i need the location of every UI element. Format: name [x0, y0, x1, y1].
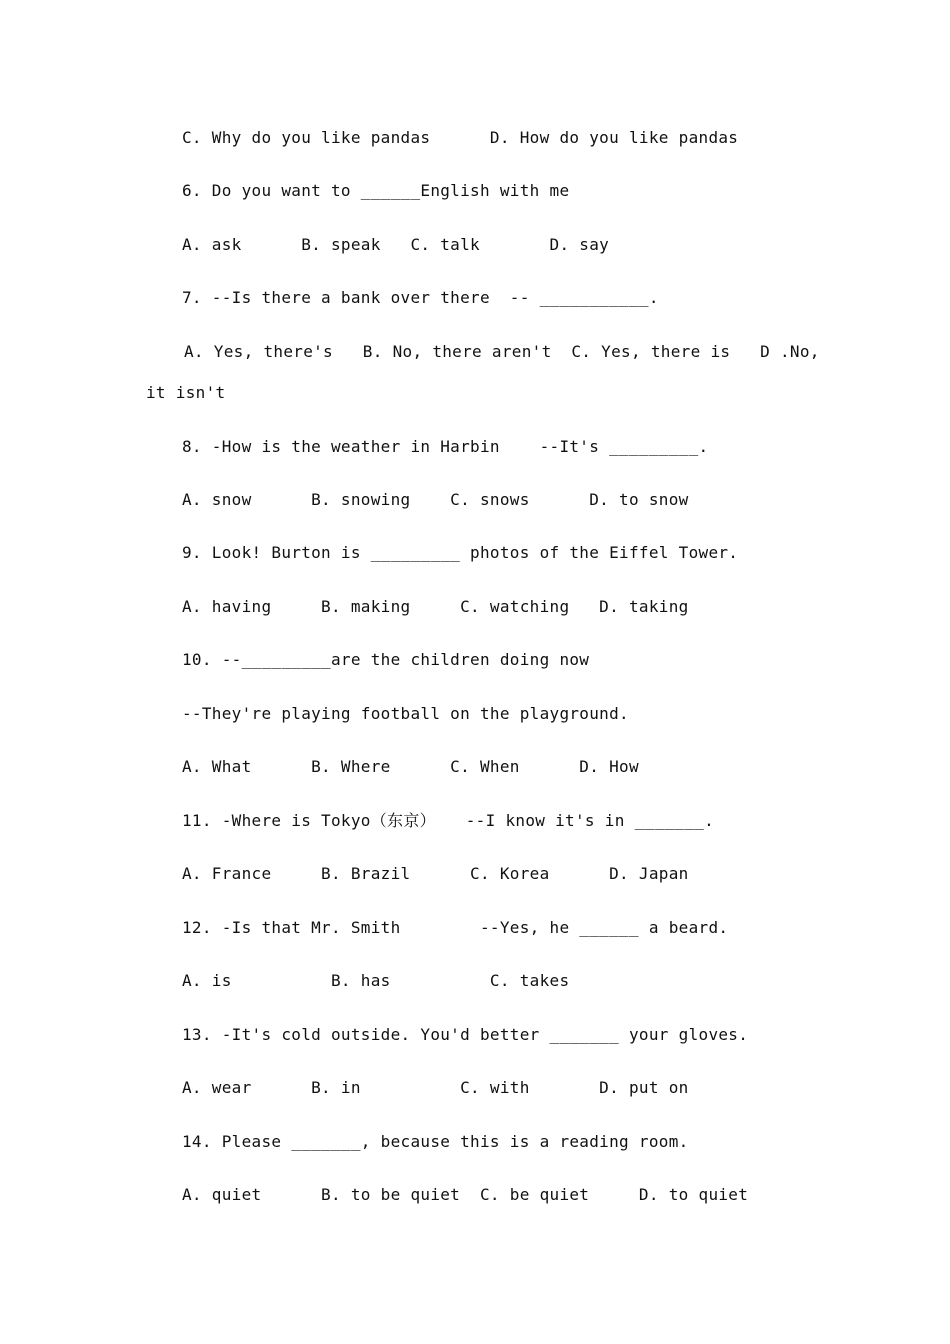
question-13: 13. -It's cold outside. You'd better _______ your gloves. [182, 1025, 749, 1044]
options-9: A. having B. making C. watching D. taking [182, 597, 689, 616]
question-6: 6. Do you want to ______English with me [182, 181, 570, 200]
question-11: 11. -Where is Tokyo（东京） --I know it's in _______. [182, 811, 715, 830]
question-10: 10. --_________are the children doing now [182, 650, 590, 669]
options-7-continued: it isn't [146, 383, 226, 402]
question-8: 8. -How is the weather in Harbin --It's _________. [182, 437, 709, 456]
options-11: A. France B. Brazil C. Korea D. Japan [182, 864, 689, 883]
question-7: 7. --Is there a bank over there -- ___________. [182, 288, 659, 307]
options-13: A. wear B. in C. with D. put on [182, 1078, 689, 1097]
options-6: A. ask B. speak C. talk D. say [182, 235, 610, 254]
question-9: 9. Look! Burton is _________ photos of the Eiffel Tower. [182, 543, 739, 562]
options-8: A. snow B. snowing C. snows D. to snow [182, 490, 689, 509]
question-14: 14. Please _______, because this is a reading room. [182, 1132, 689, 1151]
options-10: A. What B. Where C. When D. How [182, 757, 639, 776]
options-14: A. quiet B. to be quiet C. be quiet D. to quiet [182, 1185, 749, 1204]
question-10-response: --They're playing football on the playground. [182, 704, 629, 723]
options-7: A. Yes, there's B. No, there aren't C. Yes, there is D .No, [184, 342, 820, 361]
option-line-5: C. Why do you like pandas D. How do you like pandas [182, 128, 739, 147]
question-12: 12. -Is that Mr. Smith --Yes, he ______ a beard. [182, 918, 729, 937]
options-12: A. is B. has C. takes [182, 971, 570, 990]
